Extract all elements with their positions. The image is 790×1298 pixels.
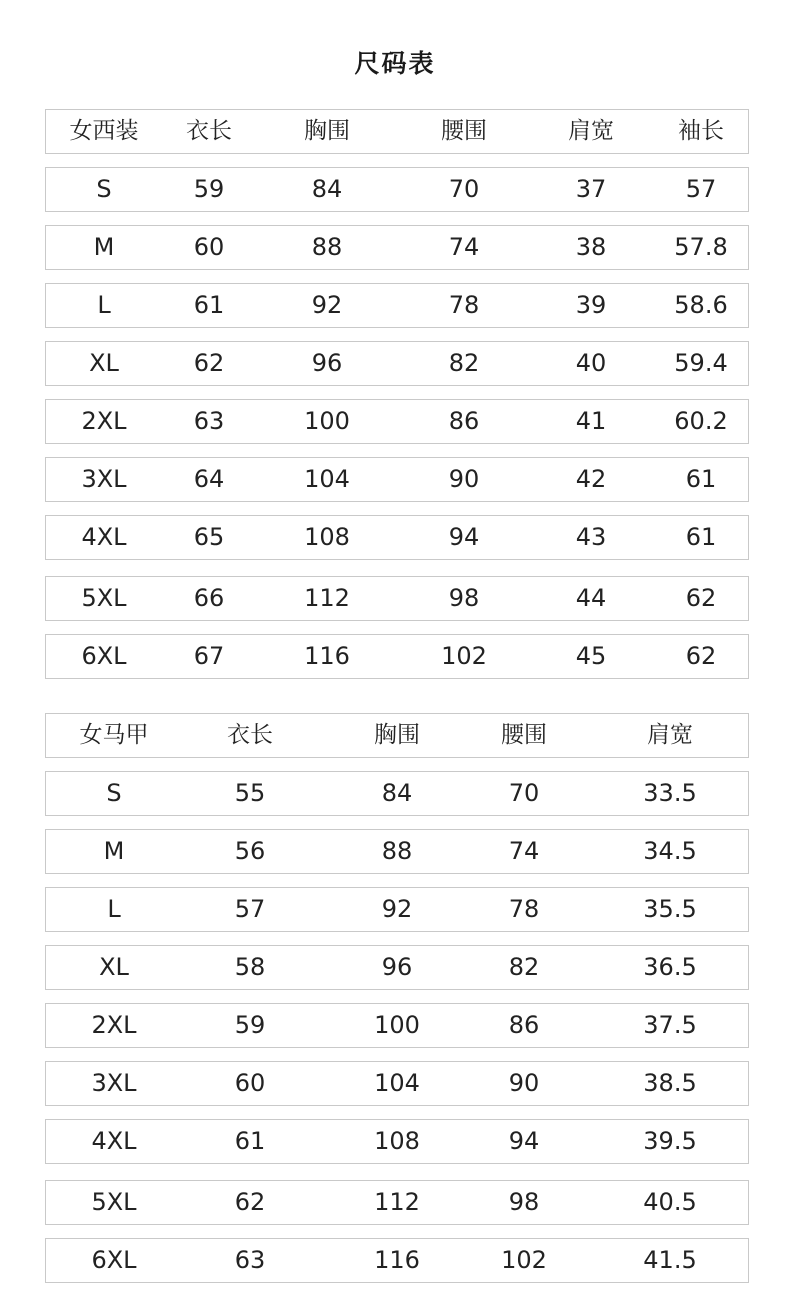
table-cell: 82 <box>508 953 540 981</box>
table-cell: 96 <box>311 349 343 377</box>
table-cell: 78 <box>508 895 540 923</box>
table-cell: 63 <box>234 1246 266 1274</box>
table-cell: 57.8 <box>674 233 728 261</box>
table-cell: 61 <box>234 1127 266 1155</box>
table-cell: 96 <box>381 953 413 981</box>
header-cell: 女马甲 <box>79 722 149 748</box>
table-cell: 62 <box>685 642 717 670</box>
table-cell: 57 <box>685 175 717 203</box>
size-cell: S <box>106 779 122 807</box>
page-title: 尺码表 <box>354 49 436 78</box>
size-cell: 5XL <box>91 1188 137 1216</box>
table-cell: 58 <box>234 953 266 981</box>
table-row <box>45 457 749 502</box>
table-cell: 45 <box>575 642 607 670</box>
table-cell: 94 <box>448 523 480 551</box>
size-cell: 2XL <box>81 407 127 435</box>
header-cell: 胸围 <box>374 722 420 748</box>
table-cell: 98 <box>508 1188 540 1216</box>
size-cell: 2XL <box>91 1011 137 1039</box>
table-cell: 39.5 <box>643 1127 697 1155</box>
table-row <box>45 341 749 386</box>
table-cell: 41.5 <box>643 1246 697 1274</box>
table-cell: 88 <box>311 233 343 261</box>
table-cell: 65 <box>193 523 225 551</box>
table-cell: 36.5 <box>643 953 697 981</box>
table-cell: 60 <box>234 1069 266 1097</box>
table-cell: 40.5 <box>643 1188 697 1216</box>
table-cell: 43 <box>575 523 607 551</box>
table-header-row <box>45 109 749 154</box>
table-cell: 42 <box>575 465 607 493</box>
table-row <box>45 167 749 212</box>
size-cell: 3XL <box>91 1069 137 1097</box>
table-cell: 84 <box>311 175 343 203</box>
table-row <box>45 1238 749 1283</box>
table-cell: 104 <box>304 465 350 493</box>
table-cell: 60 <box>193 233 225 261</box>
table-cell: 61 <box>685 465 717 493</box>
table-row <box>45 1119 749 1164</box>
table-row <box>45 1180 749 1225</box>
table-cell: 70 <box>448 175 480 203</box>
table-cell: 98 <box>448 584 480 612</box>
size-cell: M <box>93 233 115 261</box>
table-cell: 37.5 <box>643 1011 697 1039</box>
table-cell: 61 <box>193 291 225 319</box>
table-cell: 44 <box>575 584 607 612</box>
table-row <box>45 515 749 560</box>
header-cell: 肩宽 <box>647 722 693 748</box>
table-row <box>45 634 749 679</box>
header-cell: 胸围 <box>304 118 350 144</box>
table-cell: 60.2 <box>674 407 728 435</box>
table-cell: 94 <box>508 1127 540 1155</box>
size-cell: L <box>97 291 111 319</box>
header-cell: 袖长 <box>678 118 724 144</box>
table-cell: 35.5 <box>643 895 697 923</box>
table-cell: 56 <box>234 837 266 865</box>
table-cell: 67 <box>193 642 225 670</box>
size-cell: 3XL <box>81 465 127 493</box>
table-cell: 38.5 <box>643 1069 697 1097</box>
table-row <box>45 829 749 874</box>
table-row <box>45 225 749 270</box>
table-cell: 92 <box>311 291 343 319</box>
table-row <box>45 399 749 444</box>
size-cell: XL <box>99 953 129 981</box>
table-cell: 55 <box>234 779 266 807</box>
table-cell: 59 <box>234 1011 266 1039</box>
table-cell: 82 <box>448 349 480 377</box>
table-cell: 90 <box>448 465 480 493</box>
table-cell: 37 <box>575 175 607 203</box>
header-cell: 肩宽 <box>568 118 614 144</box>
table-row <box>45 283 749 328</box>
size-cell: M <box>103 837 125 865</box>
table-cell: 102 <box>441 642 487 670</box>
size-cell: 6XL <box>81 642 127 670</box>
header-cell: 女西装 <box>69 118 139 144</box>
table-cell: 66 <box>193 584 225 612</box>
table-cell: 102 <box>501 1246 547 1274</box>
table-cell: 38 <box>575 233 607 261</box>
table-row <box>45 771 749 816</box>
table-cell: 112 <box>304 584 350 612</box>
header-cell: 腰围 <box>441 118 487 144</box>
table-cell: 116 <box>374 1246 420 1274</box>
table-cell: 62 <box>685 584 717 612</box>
size-cell: L <box>107 895 121 923</box>
table-cell: 62 <box>234 1188 266 1216</box>
table-cell: 39 <box>575 291 607 319</box>
table-cell: 63 <box>193 407 225 435</box>
table-cell: 34.5 <box>643 837 697 865</box>
table-cell: 108 <box>304 523 350 551</box>
table-cell: 33.5 <box>643 779 697 807</box>
table-row <box>45 1003 749 1048</box>
table-cell: 58.6 <box>674 291 728 319</box>
table-cell: 100 <box>304 407 350 435</box>
header-cell: 衣长 <box>227 722 273 748</box>
table-cell: 86 <box>448 407 480 435</box>
table-cell: 74 <box>508 837 540 865</box>
table-row <box>45 1061 749 1106</box>
table-cell: 61 <box>685 523 717 551</box>
table-cell: 112 <box>374 1188 420 1216</box>
table-cell: 40 <box>575 349 607 377</box>
size-cell: 6XL <box>91 1246 137 1274</box>
size-cell: 4XL <box>81 523 127 551</box>
table-cell: 41 <box>575 407 607 435</box>
size-cell: 5XL <box>81 584 127 612</box>
table-cell: 86 <box>508 1011 540 1039</box>
table-cell: 100 <box>374 1011 420 1039</box>
table-row <box>45 576 749 621</box>
header-cell: 衣长 <box>186 118 232 144</box>
table-header-row <box>45 713 749 758</box>
table-cell: 108 <box>374 1127 420 1155</box>
table-cell: 88 <box>381 837 413 865</box>
table-cell: 78 <box>448 291 480 319</box>
table-row <box>45 945 749 990</box>
table-cell: 62 <box>193 349 225 377</box>
table-cell: 92 <box>381 895 413 923</box>
size-cell: 4XL <box>91 1127 137 1155</box>
table-cell: 116 <box>304 642 350 670</box>
table-cell: 59 <box>193 175 225 203</box>
table-cell: 90 <box>508 1069 540 1097</box>
table-cell: 64 <box>193 465 225 493</box>
table-row <box>45 887 749 932</box>
header-cell: 腰围 <box>501 722 547 748</box>
table-cell: 70 <box>508 779 540 807</box>
table-cell: 57 <box>234 895 266 923</box>
size-cell: S <box>96 175 112 203</box>
size-cell: XL <box>89 349 119 377</box>
table-cell: 59.4 <box>674 349 728 377</box>
table-cell: 74 <box>448 233 480 261</box>
table-cell: 84 <box>381 779 413 807</box>
table-cell: 104 <box>374 1069 420 1097</box>
